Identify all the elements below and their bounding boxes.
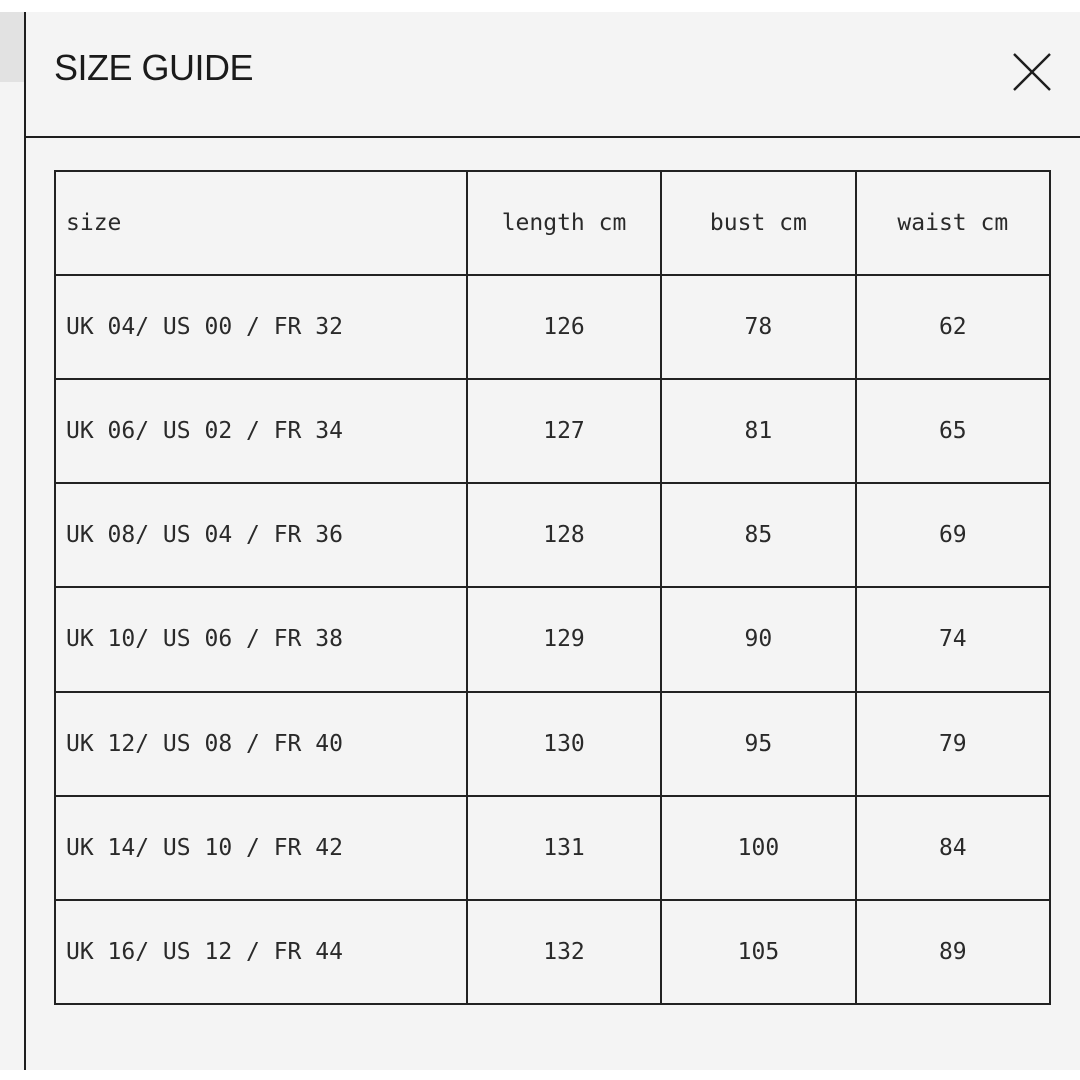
- header-bust: bust cm: [661, 171, 855, 275]
- panel-header: [26, 12, 1080, 138]
- cell-bust: 78: [661, 275, 855, 379]
- cell-waist: 74: [856, 587, 1050, 691]
- close-icon: [1008, 48, 1056, 96]
- header-waist: waist cm: [856, 171, 1050, 275]
- background-page-edge: [0, 12, 24, 82]
- cell-bust: 85: [661, 483, 855, 587]
- cell-length: 129: [467, 587, 661, 691]
- cell-length: 128: [467, 483, 661, 587]
- table-row: [55, 587, 1050, 691]
- panel-title: SIZE GUIDE: [54, 47, 254, 88]
- cell-waist: 84: [856, 796, 1050, 900]
- table-row: [55, 275, 1050, 379]
- size-guide-panel: [26, 12, 1080, 1070]
- cell-length: 131: [467, 796, 661, 900]
- table-row: [55, 483, 1050, 587]
- cell-bust: 100: [661, 796, 855, 900]
- cell-length: 130: [467, 692, 661, 796]
- table-row: [55, 796, 1050, 900]
- cell-waist: 65: [856, 379, 1050, 483]
- header-size: size: [55, 171, 467, 275]
- cell-size: UK 04/ US 00 / FR 32: [55, 275, 467, 379]
- cell-length: 126: [467, 275, 661, 379]
- cell-bust: 81: [661, 379, 855, 483]
- cell-size: UK 16/ US 12 / FR 44: [55, 900, 467, 1004]
- cell-bust: 90: [661, 587, 855, 691]
- cell-bust: 105: [661, 900, 855, 1004]
- size-table-container: [54, 170, 1051, 1005]
- cell-length: 127: [467, 379, 661, 483]
- cell-size: UK 06/ US 02 / FR 34: [55, 379, 467, 483]
- size-table: [54, 170, 1051, 1005]
- cell-waist: 79: [856, 692, 1050, 796]
- cell-waist: 69: [856, 483, 1050, 587]
- cell-length: 132: [467, 900, 661, 1004]
- cell-size: UK 14/ US 10 / FR 42: [55, 796, 467, 900]
- table-row: [55, 900, 1050, 1004]
- close-button[interactable]: [1008, 48, 1056, 96]
- bottom-strip: [0, 1070, 1080, 1080]
- cell-waist: 62: [856, 275, 1050, 379]
- cell-waist: 89: [856, 900, 1050, 1004]
- table-row: [55, 379, 1050, 483]
- table-header-row: [55, 171, 1050, 275]
- cell-bust: 95: [661, 692, 855, 796]
- cell-size: UK 12/ US 08 / FR 40: [55, 692, 467, 796]
- top-strip: [0, 0, 1080, 12]
- cell-size: UK 08/ US 04 / FR 36: [55, 483, 467, 587]
- header-length: length cm: [467, 171, 661, 275]
- table-row: [55, 692, 1050, 796]
- cell-size: UK 10/ US 06 / FR 38: [55, 587, 467, 691]
